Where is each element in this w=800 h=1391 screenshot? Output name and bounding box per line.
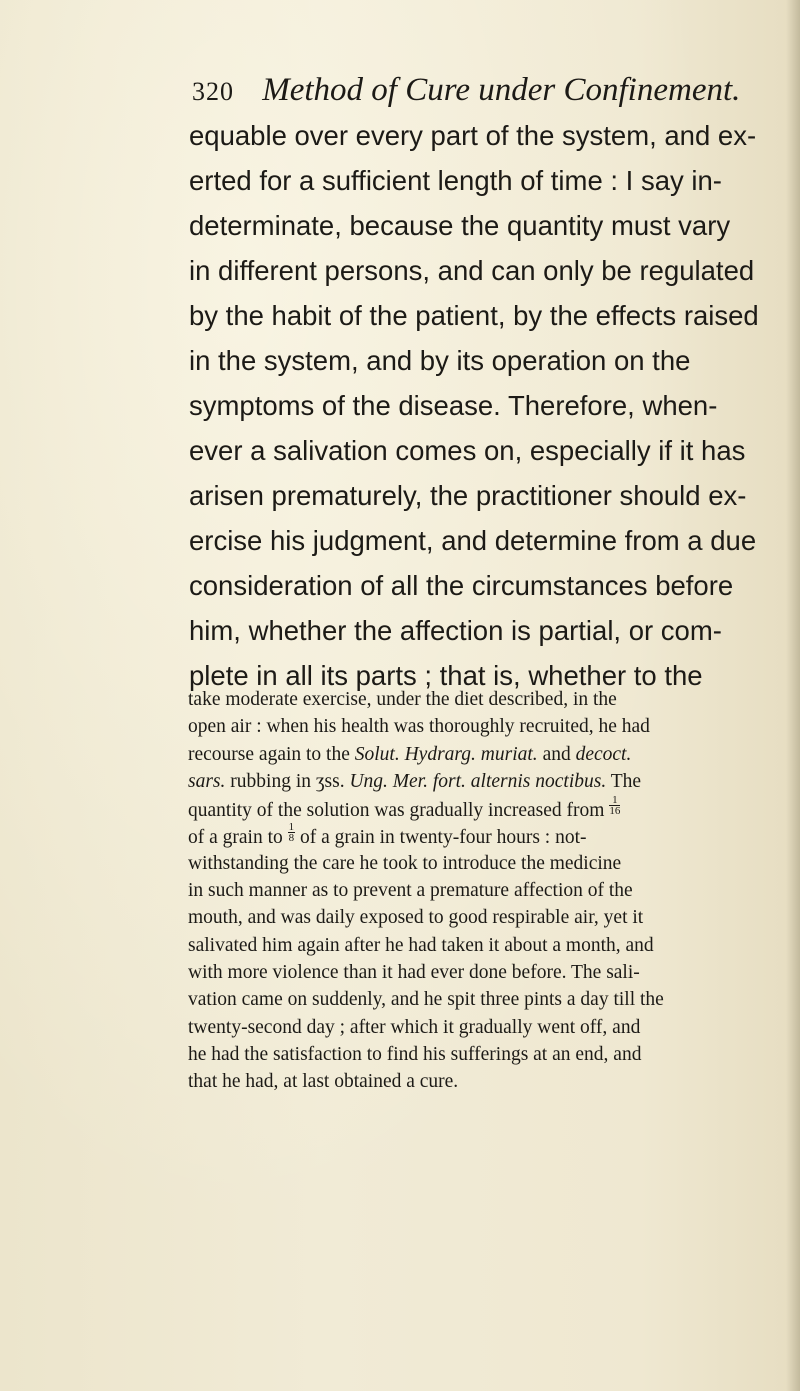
footnote-line: vation came on suddenly, and he spit three pints a day till the [188, 989, 664, 1011]
body-line: symptoms of the disease. Therefore, when- [189, 390, 718, 421]
footnote-line [188, 822, 770, 849]
footnote-italic: sars. [188, 770, 226, 792]
footnote-line [188, 768, 770, 795]
running-title: Method of Cure under Confinement. [262, 72, 741, 108]
page-number: 320 [192, 77, 234, 106]
body-line: in the system, and by its operation on the [189, 345, 691, 376]
footnote-text: quantity of the solution was gradually increased from [188, 800, 610, 822]
footnote-line: salivated him again after he had taken it about a month, and [188, 934, 654, 956]
footnote-line: that he had, at last obtained a cure. [188, 1071, 459, 1093]
footnote-line: twenty-second day ; after which it gradually went off, and [188, 1016, 641, 1038]
footnote-line [188, 741, 770, 768]
footnote-line: withstanding the care he took to introduce the medicine [188, 852, 622, 874]
footnote-italic: Ung. Mer. fort. alternis noctibus. [349, 770, 607, 792]
fraction-denominator: 16 [609, 805, 621, 818]
footnote-line: in such manner as to prevent a premature affection of the [188, 880, 633, 902]
body-line: consideration of all the circumstances before [189, 570, 734, 601]
footnote-line: with more violence than it had ever done before. The sali- [188, 961, 640, 983]
body-line: erted for a sufficient length of time : I say in- [189, 165, 722, 196]
footnote-line: he had the satisfaction to find his sufferings at an end, and [188, 1043, 642, 1065]
fraction-one-sixteenth [609, 795, 620, 816]
footnote [188, 686, 770, 1095]
footnote-text: of a grain in twenty-four hours : not- [295, 827, 587, 849]
body-line: determinate, because the quantity must vary [189, 210, 731, 241]
body-line: by the habit of the patient, by the effects raised [189, 300, 759, 331]
footnote-italic: Solut. Hydrarg. muriat. [354, 743, 538, 765]
footnote-line: mouth, and was daily exposed to good respirable air, yet it [188, 907, 644, 929]
body-line: equable over every part of the system, and ex- [189, 120, 757, 151]
body-line: ercise his judgment, and determine from a due [189, 525, 757, 556]
footnote-text: rubbing in ʒss. [225, 770, 350, 792]
footnote-line [188, 795, 770, 822]
footnote-line: open air : when his health was thoroughly recruited, he had [188, 716, 650, 738]
body-line: ever a salivation comes on, especially if it has [189, 435, 746, 466]
fraction-numerator: 1 [609, 795, 620, 806]
fraction-numerator: 1 [288, 821, 295, 834]
footnote-text: The [606, 770, 642, 792]
main-text [189, 113, 769, 698]
footnote-text: of a grain to [188, 827, 288, 849]
body-line: in different persons, and can only be regulated [189, 255, 755, 286]
body-line: arisen prematurely, the practitioner should ex- [189, 480, 747, 511]
footnote-line: take moderate exercise, under the diet described, in the [188, 689, 617, 710]
page-edge-shadow [786, 0, 800, 1391]
body-line: him, whether the affection is partial, or com- [189, 615, 722, 646]
body-line: plete in all its parts ; that is, whether to the [189, 660, 703, 691]
footnote-text: and [537, 743, 576, 765]
footnote-italic: decoct. [575, 743, 632, 765]
footnote-text: recourse again to the [188, 743, 355, 765]
fraction-denominator: 8 [288, 832, 295, 845]
page-header [192, 68, 752, 112]
